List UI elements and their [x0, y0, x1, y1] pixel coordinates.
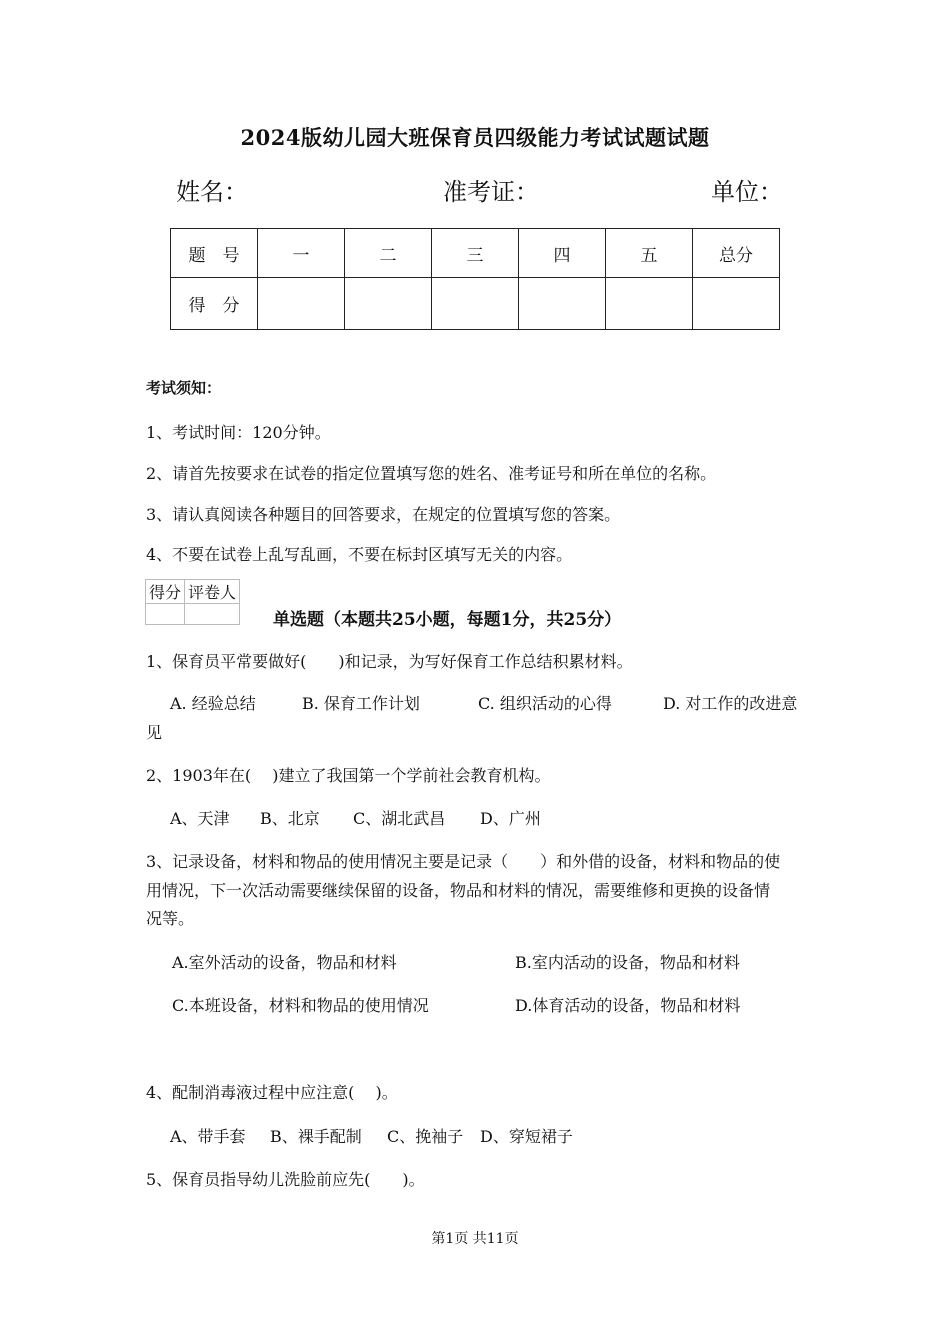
header-cell-part-3: 三 — [432, 229, 519, 278]
grader-box-score-cell[interactable] — [146, 604, 185, 625]
notice-heading: 考试须知： — [146, 379, 222, 397]
header-cell-total: 总分 — [693, 229, 780, 278]
question-1-option-d[interactable]: D. 对工作的改进意 — [663, 694, 798, 713]
header-cell-part-2: 二 — [345, 229, 432, 278]
question-1-option-d-wrap: 见 — [146, 723, 163, 742]
notice-item-1: 1、考试时间：120分钟。 — [146, 423, 331, 442]
score-cell-part-1[interactable] — [258, 278, 345, 330]
header-cell-question-no: 题 号 — [171, 229, 258, 278]
grader-box-score-label: 得分 — [146, 580, 185, 604]
question-2-option-b[interactable]: B、北京 — [260, 809, 320, 828]
exam-id-field-label: 准考证： — [443, 178, 539, 206]
name-field-label: 姓名： — [176, 178, 248, 206]
question-1-option-b[interactable]: B. 保育工作计划 — [302, 694, 420, 713]
score-cell-part-4[interactable] — [519, 278, 606, 330]
grader-box-grader-label: 评卷人 — [185, 580, 240, 604]
score-table-header-row — [171, 229, 780, 278]
score-cell-part-3[interactable] — [432, 278, 519, 330]
question-1-option-c[interactable]: C. 组织活动的心得 — [478, 694, 612, 713]
score-cell-total[interactable] — [693, 278, 780, 330]
question-5-stem: 5、保育员指导幼儿洗脸前应先( )。 — [146, 1170, 425, 1189]
question-2-option-a[interactable]: A、天津 — [170, 809, 230, 828]
notice-item-2: 2、请首先按要求在试卷的指定位置填写您的姓名、准考证号和所在单位的名称。 — [146, 464, 717, 483]
score-row-label: 得 分 — [171, 278, 258, 330]
question-3-option-d[interactable]: D.体育活动的设备，物品和材料 — [515, 996, 741, 1015]
question-4-option-a[interactable]: A、带手套 — [170, 1127, 246, 1146]
question-4-option-c[interactable]: C、挽袖子 — [387, 1127, 464, 1146]
question-3-option-c[interactable]: C.本班设备，材料和物品的使用情况 — [172, 996, 429, 1015]
unit-field-label: 单位： — [711, 178, 783, 206]
question-3-option-a[interactable]: A.室外活动的设备，物品和材料 — [172, 953, 397, 972]
grader-box — [145, 579, 240, 625]
page-title: 2024版幼儿园大班保育员四级能力考试试题试题 — [240, 125, 710, 150]
question-3-stem-line-3: 况等。 — [146, 909, 195, 928]
notice-item-4: 4、不要在试卷上乱写乱画，不要在标封区填写无关的内容。 — [146, 545, 573, 564]
question-3-stem-line-2: 用情况，下一次活动需要继续保留的设备，物品和材料的情况，需要维修和更换的设备情 — [146, 881, 771, 900]
question-1-stem: 1、保育员平常要做好( )和记录，为写好保育工作总结积累材料。 — [146, 652, 633, 671]
question-2-stem: 2、1903年在( )建立了我国第一个学前社会教育机构。 — [146, 766, 551, 785]
score-table-score-row — [171, 278, 780, 330]
section-title: 单选题（本题共25小题，每题1分，共25分） — [273, 610, 622, 630]
score-cell-part-2[interactable] — [345, 278, 432, 330]
score-cell-part-5[interactable] — [606, 278, 693, 330]
question-4-option-b[interactable]: B、裸手配制 — [270, 1127, 362, 1146]
question-2-option-c[interactable]: C、湖北武昌 — [353, 809, 446, 828]
grader-box-grader-cell[interactable] — [185, 604, 240, 625]
question-4-stem: 4、配制消毒液过程中应注意( )。 — [146, 1083, 398, 1102]
header-cell-part-5: 五 — [606, 229, 693, 278]
question-2-option-d[interactable]: D、广州 — [480, 809, 541, 828]
header-cell-part-4: 四 — [519, 229, 606, 278]
question-1-option-a[interactable]: A. 经验总结 — [170, 694, 256, 713]
notice-item-3: 3、请认真阅读各种题目的回答要求，在规定的位置填写您的答案。 — [146, 505, 621, 524]
question-3-option-b[interactable]: B.室内活动的设备，物品和材料 — [515, 953, 740, 972]
page-footer: 第1页 共11页 — [431, 1231, 519, 1247]
question-4-option-d[interactable]: D、穿短裙子 — [480, 1127, 573, 1146]
header-cell-part-1: 一 — [258, 229, 345, 278]
question-3-stem-line-1: 3、记录设备，材料和物品的使用情况主要是记录（ ）和外借的设备，材料和物品的使 — [146, 852, 781, 871]
score-table — [170, 228, 780, 330]
